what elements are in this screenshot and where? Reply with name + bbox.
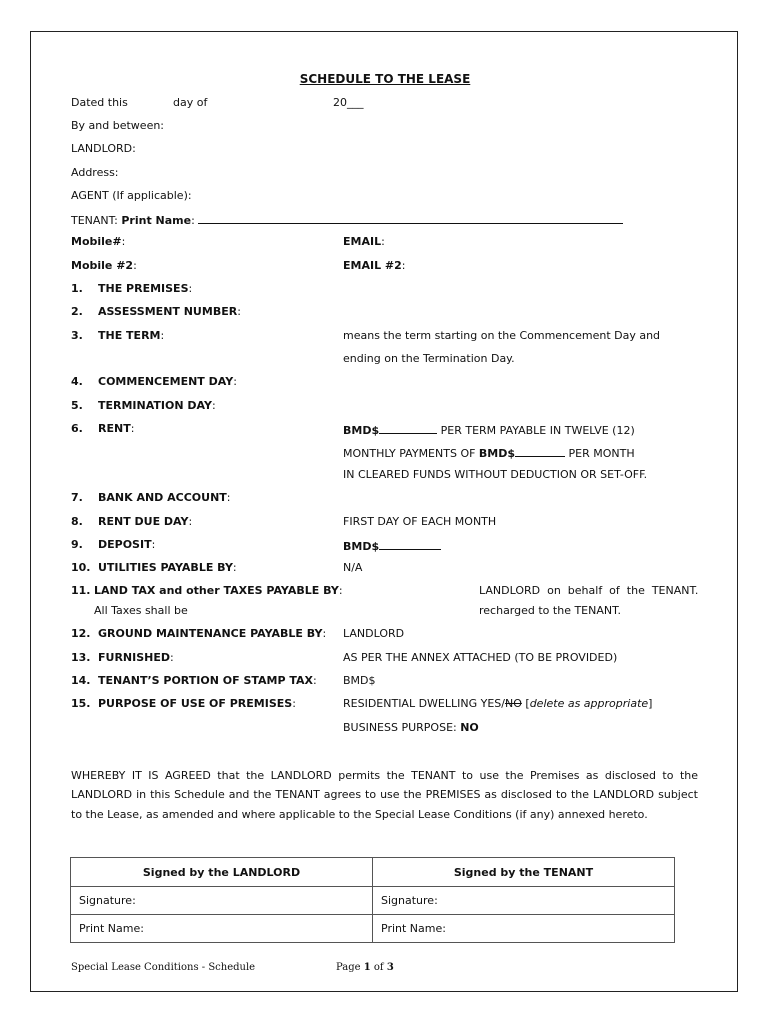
delete-note: delete as appropriate <box>529 697 649 710</box>
item-label: RENT <box>98 422 131 435</box>
colon: : <box>401 259 406 272</box>
dated-line <box>71 96 128 110</box>
item-label: TERMINATION DAY <box>98 399 212 412</box>
item-number: 6. <box>71 422 83 435</box>
colon: : <box>188 515 193 528</box>
colon: : <box>338 584 343 597</box>
signature-table <box>70 857 675 943</box>
item-number: 10. <box>71 561 91 574</box>
item-number: 2. <box>71 305 83 318</box>
struck-no: NO <box>505 697 522 710</box>
tenant-signed-header: Signed by the TENANT <box>373 858 675 887</box>
colon: : <box>237 305 241 318</box>
item-termination <box>71 399 216 413</box>
mobile-line <box>71 235 125 249</box>
footer-left: Special Lease Conditions - Schedule <box>71 962 256 973</box>
land-tax-value-1: LANDLORD on behalf of the TENANT. <box>479 584 699 597</box>
item-assessment <box>71 305 241 319</box>
year-field: 20___ <box>333 96 364 109</box>
email-label: EMAIL <box>343 235 382 248</box>
item-furnished <box>71 651 174 665</box>
deposit-value <box>343 538 441 554</box>
item-label: FURNISHED <box>98 651 170 664</box>
mobile2-label: Mobile #2 <box>71 259 134 272</box>
residential-text: RESIDENTIAL DWELLING YES/ <box>343 697 505 710</box>
item-land-tax <box>71 584 343 598</box>
item-utilities <box>71 561 237 575</box>
item-number: 9. <box>71 538 83 551</box>
colon: : <box>188 282 193 295</box>
colon: : <box>133 259 137 272</box>
item-number: 13. <box>71 651 91 664</box>
colon: : <box>130 422 135 435</box>
item-label: TENANT’S PORTION OF STAMP TAX <box>98 674 314 687</box>
colon: : <box>160 329 165 342</box>
monthly-payments-text: MONTHLY PAYMENTS OF <box>343 447 479 460</box>
item-label: DEPOSIT <box>98 538 152 551</box>
colon: : <box>226 491 231 504</box>
colon: : <box>191 214 195 227</box>
item-label: ASSESSMENT NUMBER <box>98 305 238 318</box>
colon: : <box>322 627 327 640</box>
bracket-open: [ <box>521 697 530 710</box>
item-number: 14. <box>71 674 91 687</box>
item-stamp-tax <box>71 674 317 688</box>
page-number <box>336 962 394 973</box>
rent-value-1 <box>343 422 635 438</box>
dated-this-label: Dated this <box>71 96 128 109</box>
term-value-2: ending on the Termination Day. <box>343 352 515 365</box>
tenant-print-name-field[interactable]: Print Name: <box>373 915 675 943</box>
item-label: RENT DUE DAY <box>98 515 189 528</box>
print-name-row <box>71 915 675 943</box>
tenant-line <box>71 212 623 228</box>
document-title: SCHEDULE TO THE LEASE <box>299 72 471 86</box>
page-label: Page <box>336 962 364 973</box>
rent-term-text: PER TERM PAYABLE IN TWELVE (12) <box>437 424 635 437</box>
business-purpose-text: BUSINESS PURPOSE: <box>343 721 461 734</box>
item-label: COMMENCEMENT DAY <box>98 375 234 388</box>
item-number: 8. <box>71 515 83 528</box>
item-label: THE TERM <box>98 329 161 342</box>
mobile2-line <box>71 259 137 273</box>
item-bank <box>71 491 231 505</box>
colon: : <box>232 561 237 574</box>
item-purpose <box>71 697 296 711</box>
item-number: 5. <box>71 399 83 412</box>
bmd-label: BMD$ <box>343 540 380 553</box>
item-label: PURPOSE OF USE OF PREMISES <box>98 697 293 710</box>
landlord-print-name-field[interactable]: Print Name: <box>71 915 373 943</box>
of-label: of <box>370 962 387 973</box>
business-purpose-no: NO <box>460 721 479 734</box>
item-number: 12. <box>71 627 91 640</box>
purpose-value-1 <box>343 697 652 711</box>
item-number: 11. <box>71 584 91 597</box>
item-commencement <box>71 375 237 389</box>
rent-value-2 <box>343 445 635 461</box>
per-month-text: PER MONTH <box>565 447 635 460</box>
bmd-label: BMD$ <box>478 447 516 460</box>
monthly-amount-underline <box>515 445 565 457</box>
stamp-tax-value: BMD$ <box>343 674 376 687</box>
landlord-signature-field[interactable]: Signature: <box>71 887 373 915</box>
land-tax-value-2: recharged to the TENANT. <box>479 604 622 617</box>
item-label: UTILITIES PAYABLE BY <box>98 561 233 574</box>
furnished-value: AS PER THE ANNEX ATTACHED (TO BE PROVIDED) <box>343 651 618 664</box>
item-number: 15. <box>71 697 91 710</box>
agent-label: AGENT (If applicable): <box>71 189 192 202</box>
item-number: 4. <box>71 375 83 388</box>
email2-line <box>343 259 406 273</box>
ground-value: LANDLORD <box>343 627 405 640</box>
land-tax-sub: All Taxes shall be <box>94 604 188 617</box>
current-page: 1 <box>363 962 371 973</box>
email-line <box>343 235 385 249</box>
total-pages: 3 <box>386 962 394 973</box>
tenant-signature-field[interactable]: Signature: <box>373 887 675 915</box>
tenant-name-underline <box>198 212 623 224</box>
email2-label: EMAIL #2 <box>343 259 402 272</box>
landlord-label: LANDLORD: <box>71 142 136 155</box>
colon: : <box>170 651 174 664</box>
colon: : <box>151 538 156 551</box>
signature-row <box>71 887 675 915</box>
item-rent-due <box>71 515 192 529</box>
item-label: BANK AND ACCOUNT <box>98 491 227 504</box>
colon: : <box>211 399 216 412</box>
tenant-print-name-label: Print Name <box>121 214 192 227</box>
page-border <box>30 31 738 992</box>
landlord-signed-header: Signed by the LANDLORD <box>71 858 373 887</box>
mobile-label: Mobile# <box>71 235 122 248</box>
colon: : <box>292 697 296 710</box>
utilities-value: N/A <box>343 561 363 574</box>
purpose-value-2 <box>343 721 479 735</box>
rent-due-value: FIRST DAY OF EACH MONTH <box>343 515 497 528</box>
item-rent <box>71 422 134 436</box>
rent-value-3: IN CLEARED FUNDS WITHOUT DEDUCTION OR SET-OFF. <box>343 468 648 481</box>
colon: : <box>233 375 237 388</box>
day-of-label: day of <box>173 96 208 109</box>
item-label: GROUND MAINTENANCE PAYABLE BY <box>98 627 323 640</box>
deposit-underline <box>379 538 441 550</box>
item-number: 3. <box>71 329 83 342</box>
item-deposit <box>71 538 155 552</box>
item-premises <box>71 282 192 296</box>
item-label: THE PREMISES <box>98 282 189 295</box>
term-value-1: means the term starting on the Commencement Day and <box>343 329 661 342</box>
item-ground <box>71 627 326 641</box>
rent-amount-underline <box>379 422 437 434</box>
item-term <box>71 329 164 343</box>
tenant-label: TENANT: <box>71 214 122 227</box>
signature-header-row <box>71 858 675 887</box>
item-number: 7. <box>71 491 83 504</box>
whereby-paragraph: WHEREBY IT IS AGREED that the LANDLORD permits the TENANT to use the Premises as disclosed to the LANDLORD in this Schedule and the TENANT agrees to use the PREMISES as disclosed to the LANDLORD subject to the Lease, as amended and where applicable to the Special Lease Conditions (if any) annexed hereto. <box>71 769 698 821</box>
colon: : <box>313 674 317 687</box>
by-and-between-label: By and between: <box>71 119 165 132</box>
colon: : <box>121 235 126 248</box>
item-number: 1. <box>71 282 83 295</box>
bmd-label: BMD$ <box>343 424 380 437</box>
colon: : <box>381 235 385 248</box>
bracket-close: ] <box>648 697 653 710</box>
address-label: Address: <box>71 166 119 179</box>
item-label: LAND TAX and other TAXES PAYABLE BY <box>94 584 339 597</box>
